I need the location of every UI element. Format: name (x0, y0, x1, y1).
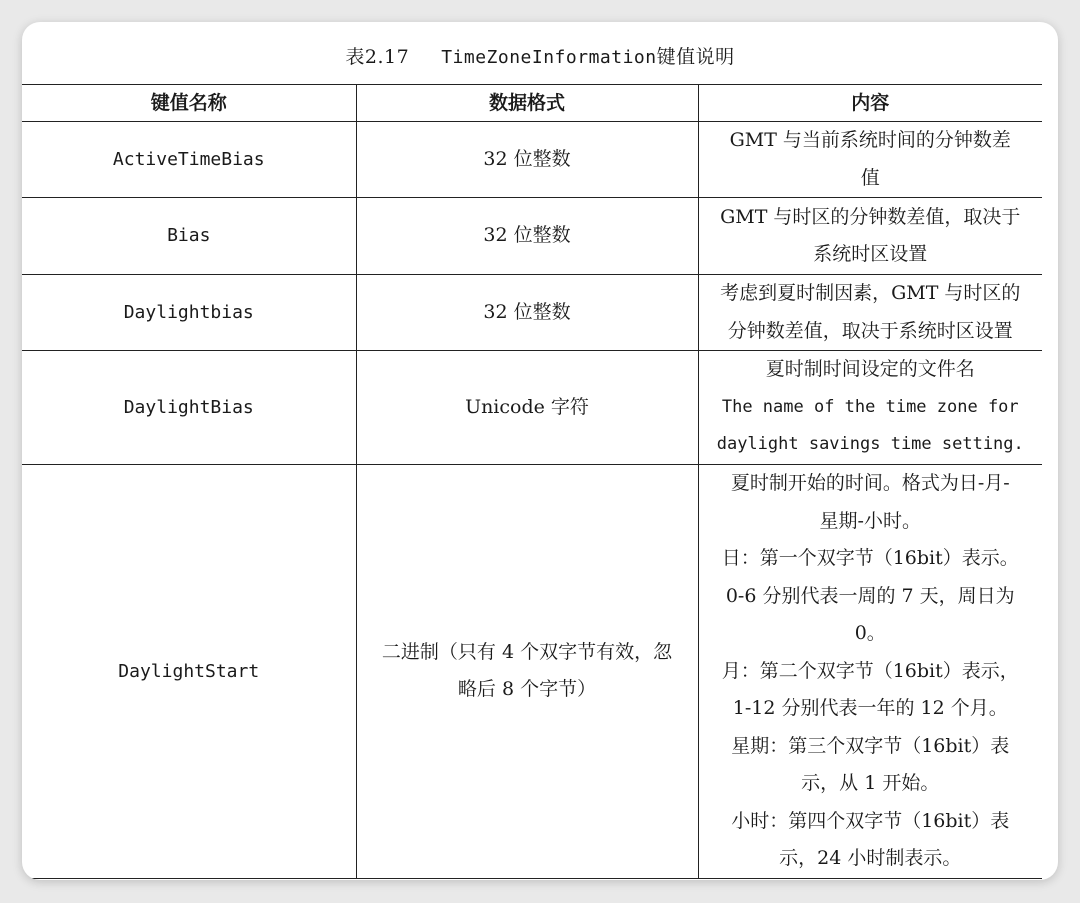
table-row (22, 122, 1042, 198)
content-line: 月：第二个双字节（16bit）表示， (721, 659, 1019, 682)
content-line: 示，24 小时制表示。 (779, 847, 962, 869)
format-line: 二进制（只有 4 个双字节有效，忽 (381, 640, 673, 663)
header-key-name: 键值名称 (22, 85, 356, 122)
caption-number: 表2.17 (345, 46, 410, 68)
content-line: 日：第一个双字节（16bit）表示。 (721, 547, 1019, 569)
content-cell (698, 465, 1042, 879)
content-line: 1-12 分别代表一年的 12 个月。 (732, 697, 1008, 719)
table-caption (22, 42, 1058, 69)
content-line: 示，从 1 开始。 (801, 772, 940, 794)
data-format-cell (356, 465, 698, 879)
content-cell (698, 198, 1042, 275)
content-line: 0。 (854, 622, 886, 644)
content-line: GMT 与当前系统时间的分钟数差 (729, 129, 1011, 151)
content-line: 系统时区设置 (813, 243, 928, 265)
content-line: 星期-小时。 (819, 509, 921, 532)
caption-suffix: 键值说明 (656, 46, 735, 68)
registry-values-table (22, 84, 1042, 879)
header-data-format: 数据格式 (356, 85, 698, 122)
data-format-cell: Unicode 字符 (356, 351, 698, 465)
table-row (22, 198, 1042, 275)
content-line: 星期：第三个双字节（16bit）表 (731, 734, 1010, 757)
content-line: 夏时制开始的时间。格式为日-月- (730, 472, 1010, 494)
content-line: GMT 与时区的分钟数差值，取决于 (720, 205, 1021, 228)
table-row (22, 351, 1042, 465)
content-line: 0-6 分别代表一周的 7 天，周日为 (725, 584, 1015, 607)
content-line: 分钟数差值，取决于系统时区设置 (727, 319, 1013, 342)
caption-key-path: TimeZoneInformation (441, 47, 657, 68)
content-line: 小时：第四个双字节（16bit）表 (731, 809, 1010, 832)
header-content: 内容 (698, 85, 1042, 122)
content-line-english: daylight savings time setting. (716, 434, 1024, 455)
key-name-cell: DaylightStart (22, 465, 356, 879)
data-format-cell: 32 位整数 (356, 198, 698, 275)
table-header-row (22, 85, 1042, 122)
data-format-cell: 32 位整数 (356, 122, 698, 198)
data-format-cell: 32 位整数 (356, 275, 698, 351)
key-name-cell: ActiveTimeBias (22, 122, 356, 198)
format-line: 略后 8 个字节） (457, 678, 597, 701)
content-line: 考虑到夏时制因素，GMT 与时区的 (720, 282, 1021, 304)
content-line: 夏时制时间设定的文件名 (765, 358, 975, 381)
content-line-english: The name of the time zone for (721, 396, 1019, 417)
table-row (22, 465, 1042, 879)
content-line: 值 (860, 166, 880, 189)
table-row (22, 275, 1042, 351)
content-cell (698, 351, 1042, 465)
content-cell (698, 122, 1042, 198)
key-name-cell: Bias (22, 198, 356, 275)
key-name-cell: Daylightbias (22, 275, 356, 351)
content-cell (698, 275, 1042, 351)
document-page (22, 22, 1058, 880)
key-name-cell: DaylightBias (22, 351, 356, 465)
